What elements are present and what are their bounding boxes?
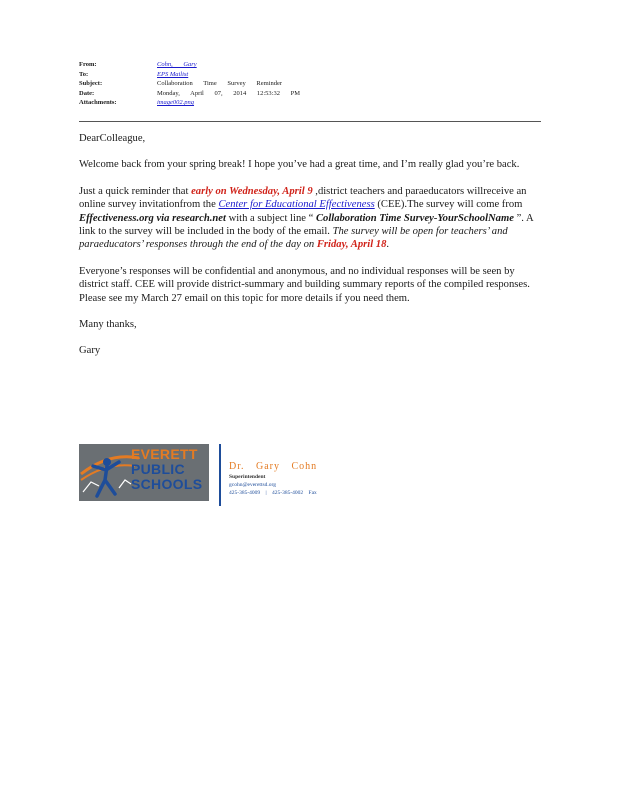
attachment-link[interactable]: image002.png bbox=[157, 99, 195, 107]
email-header bbox=[79, 60, 549, 108]
subject-row bbox=[79, 79, 549, 89]
logo-line-2: PUBLIC bbox=[131, 461, 185, 477]
signature-email[interactable]: gcohn@everettsd.org bbox=[229, 482, 276, 488]
date-value: Monday, April 07, 2014 12:53:32 PM bbox=[157, 89, 300, 97]
to-label: To: bbox=[79, 70, 89, 78]
email-signature bbox=[79, 444, 379, 506]
survey-site: Effectiveness.org via research.net bbox=[79, 212, 226, 224]
paragraph-reminder: Just a quick reminder that early on Wednesday, April 9 ,district teachers and paraeducators willreceive an online survey invitationfrom the Center for Educational Effectiveness (CEE).The survey will come from Effectiveness.org via research.net with a subject line “ Collaboration Time Survey-YourSchoolName ”. A link to the survey will be included in the body of the email. The survey will be open for teachers’ and paraeducators’ responses through the end of the day on Friday, April 18. bbox=[79, 185, 534, 251]
cee-link[interactable]: Center for Educational Effectiveness bbox=[218, 199, 375, 211]
survey-subject: Collaboration Time Survey-YourSchoolName bbox=[315, 212, 514, 224]
attachments-row bbox=[79, 98, 549, 108]
survey-start-date: early on Wednesday, April 9 bbox=[191, 185, 313, 197]
survey-end-date: Friday, April 18 bbox=[316, 239, 387, 251]
date-label: Date: bbox=[79, 89, 95, 97]
attachments-label: Attachments: bbox=[79, 99, 117, 107]
greeting: DearColleague, bbox=[79, 133, 146, 144]
subject-value: Collaboration Time Survey Reminder bbox=[157, 80, 283, 88]
paragraph-confidential: Everyone’s responses will be confidential and anonymous, and no individual responses will be seen by district staff. CEE will provide district-summary and building summary reports of the compiled responses. Please see my March 27 email on this topic for more details if you need them. bbox=[79, 265, 530, 304]
everett-public-schools-logo bbox=[79, 444, 209, 501]
from-label: From: bbox=[79, 61, 97, 68]
subject-label: Subject: bbox=[79, 80, 103, 88]
signature-name: Dr. Gary Cohn bbox=[229, 461, 318, 472]
signature-phone: 425-385-4009 | 425-385-4002 Fax bbox=[229, 490, 317, 496]
from-row bbox=[79, 60, 549, 70]
sign-name: Gary bbox=[79, 345, 101, 357]
to-value[interactable]: EPS Mailist bbox=[157, 70, 189, 78]
paragraph-welcome: Welcome back from your spring break! I hope you’ve had a great time, and I’m really glad you’re back. bbox=[79, 159, 520, 171]
logo-line-1: EVERETT bbox=[131, 446, 198, 462]
email-body bbox=[79, 132, 539, 358]
from-value[interactable]: Cohn, Gary bbox=[157, 61, 197, 68]
signature-title: Superintendent bbox=[229, 474, 266, 480]
to-row bbox=[79, 70, 549, 80]
signature-divider bbox=[219, 444, 221, 506]
date-row bbox=[79, 89, 549, 99]
header-divider bbox=[79, 121, 541, 122]
closing: Many thanks, bbox=[79, 319, 137, 331]
logo-line-3: SCHOOLS bbox=[131, 476, 203, 492]
